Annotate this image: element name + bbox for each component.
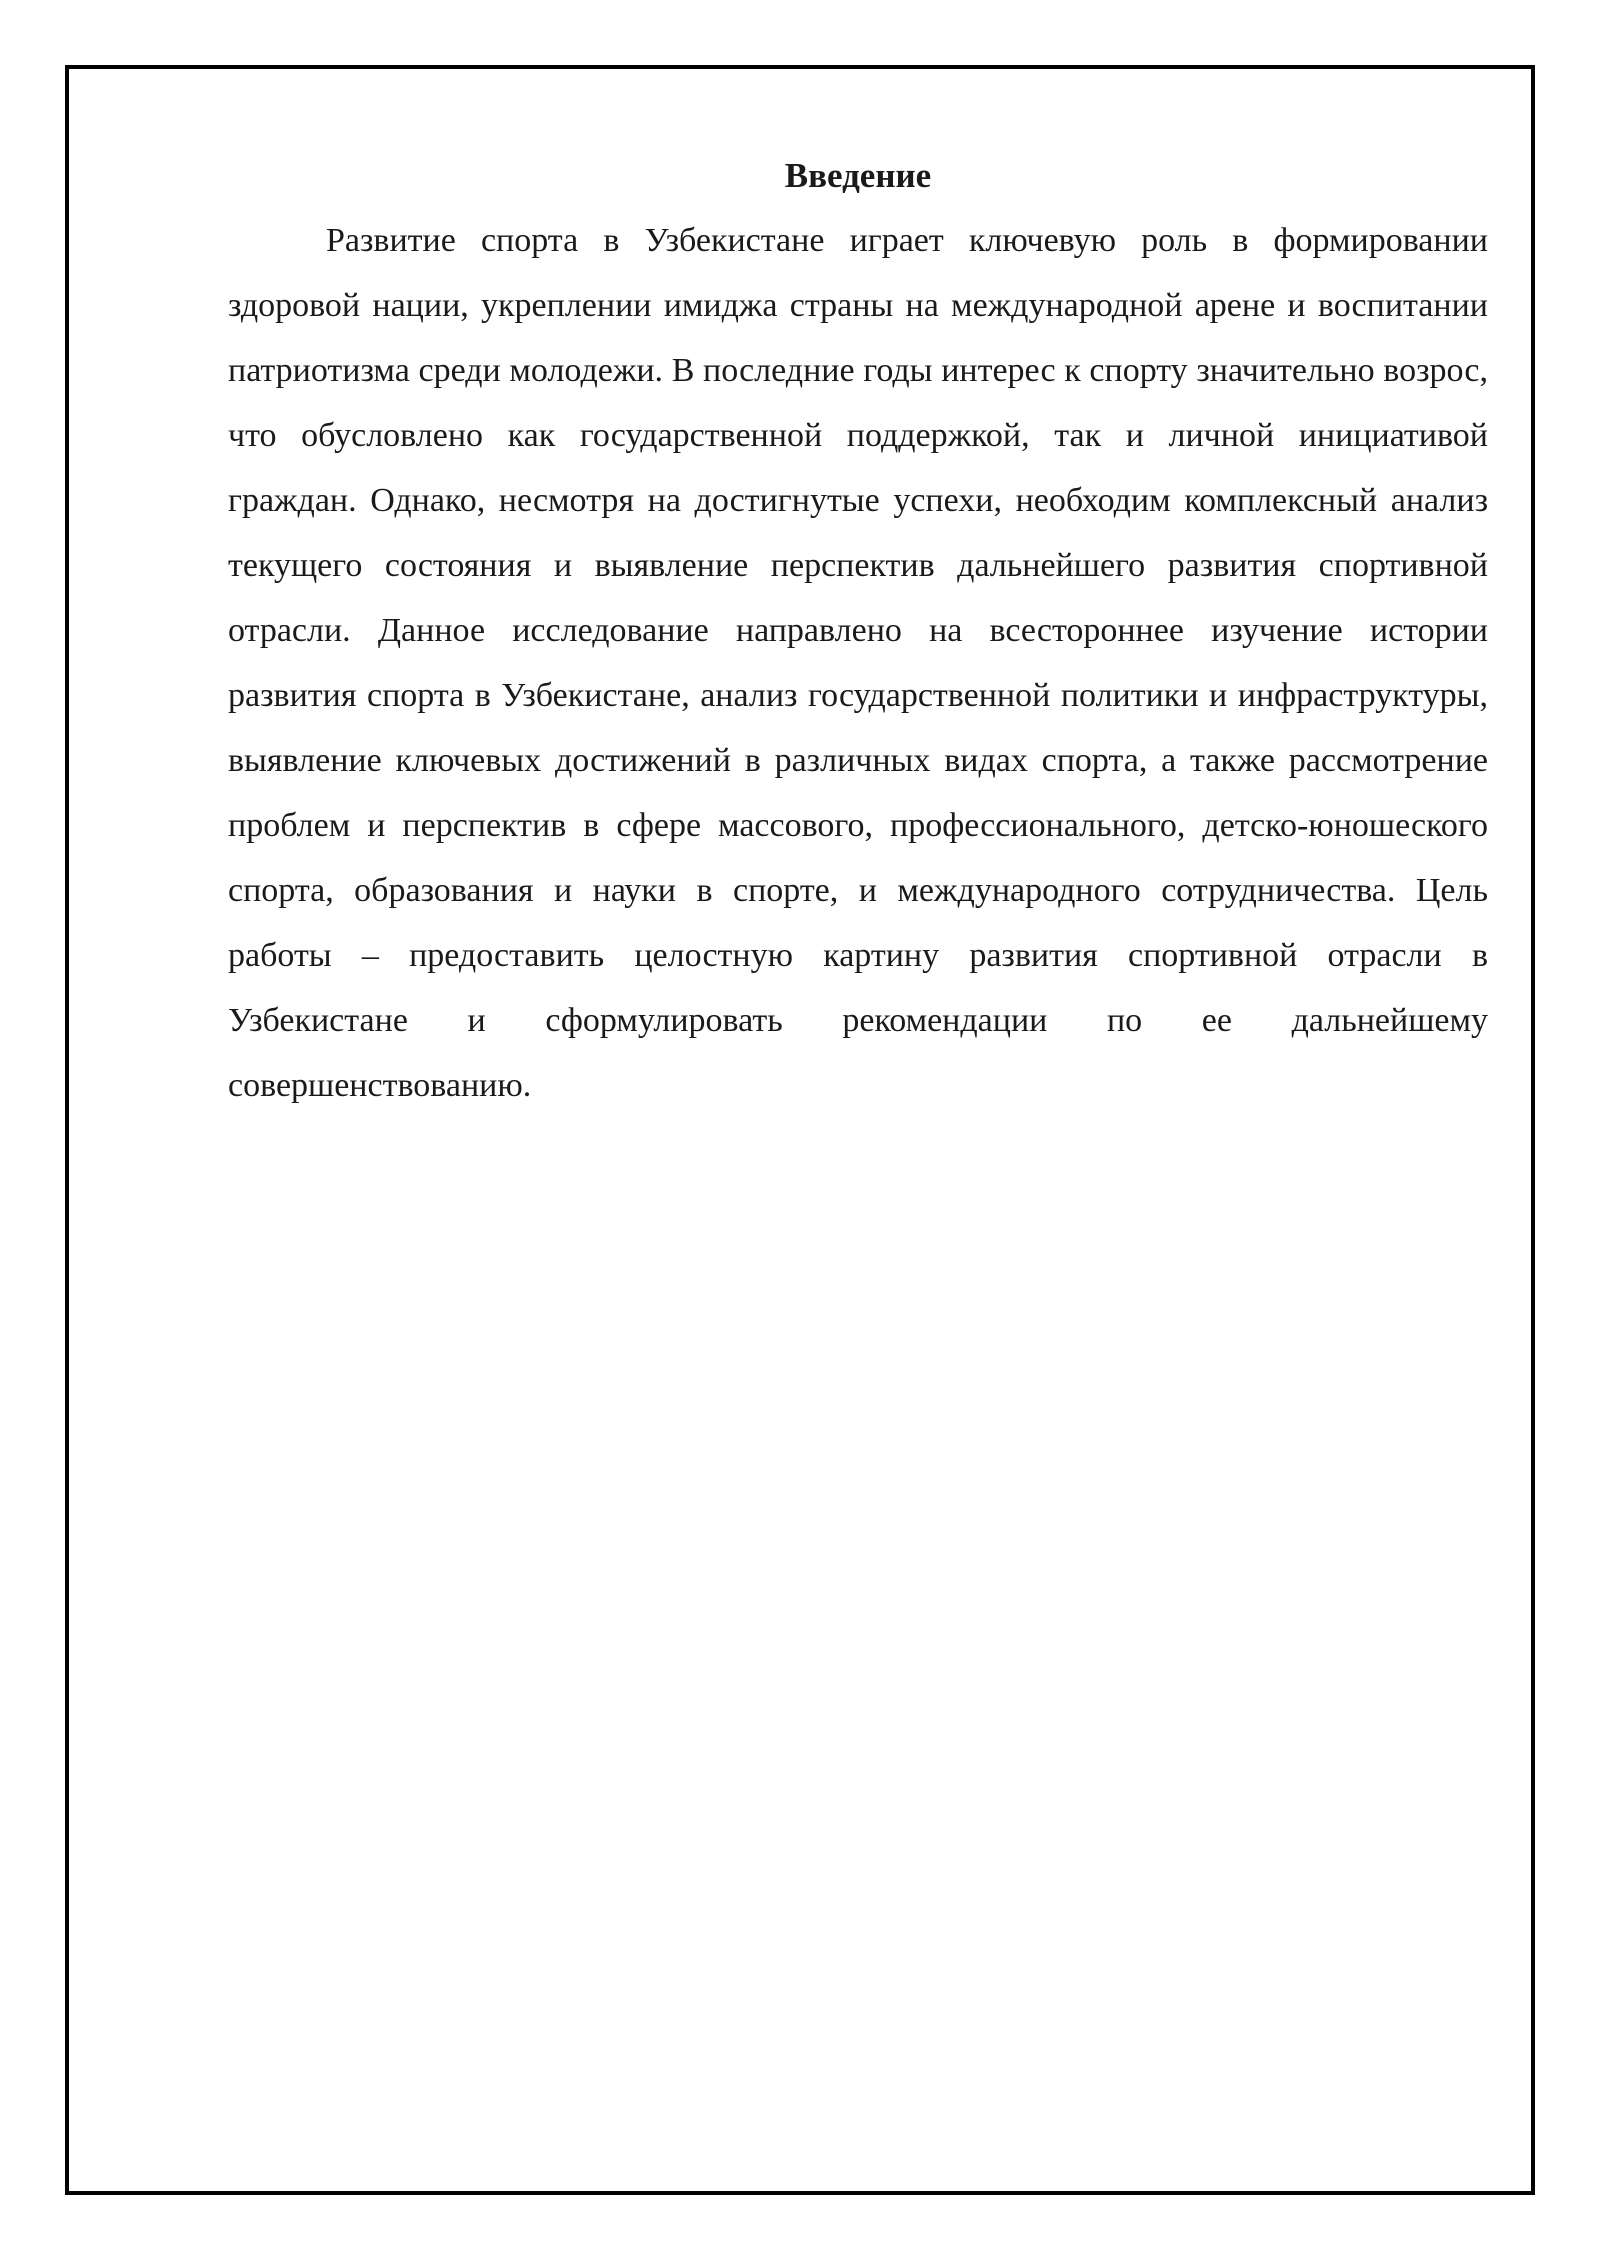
document-title: Введение (784, 156, 932, 195)
document-body (228, 148, 1488, 1118)
introduction-paragraph: Развитие спорта в Узбекистане играет ключевую роль в формировании здоровой нации, укреплении имиджа страны на международной арене и воспитании патриотизма среди молодежи. В последние годы интерес к спорту значительно возрос, что обусловлено как государственной поддержкой, так и личной инициативой граждан. Однако, несмотря на достигнутые успехи, необходим комплексный анализ текущего состояния и выявление перспектив дальнейшего развития спортивной отрасли. Данное исследование направлено на всестороннее изучение истории развития спорта в Узбекистане, анализ государственной политики и инфраструктуры, выявление ключевых достижений в различных видах спорта, а также рассмотрение проблем и перспектив в сфере массового, профессионального, детско-юношеского спорта, образования и науки в спорте, и международного сотрудничества. Цель работы – предоставить целостную картину развития спортивной отрасли в Узбекистане и сформулировать рекомендации по ее дальнейшему совершенствованию. (228, 222, 1488, 1104)
